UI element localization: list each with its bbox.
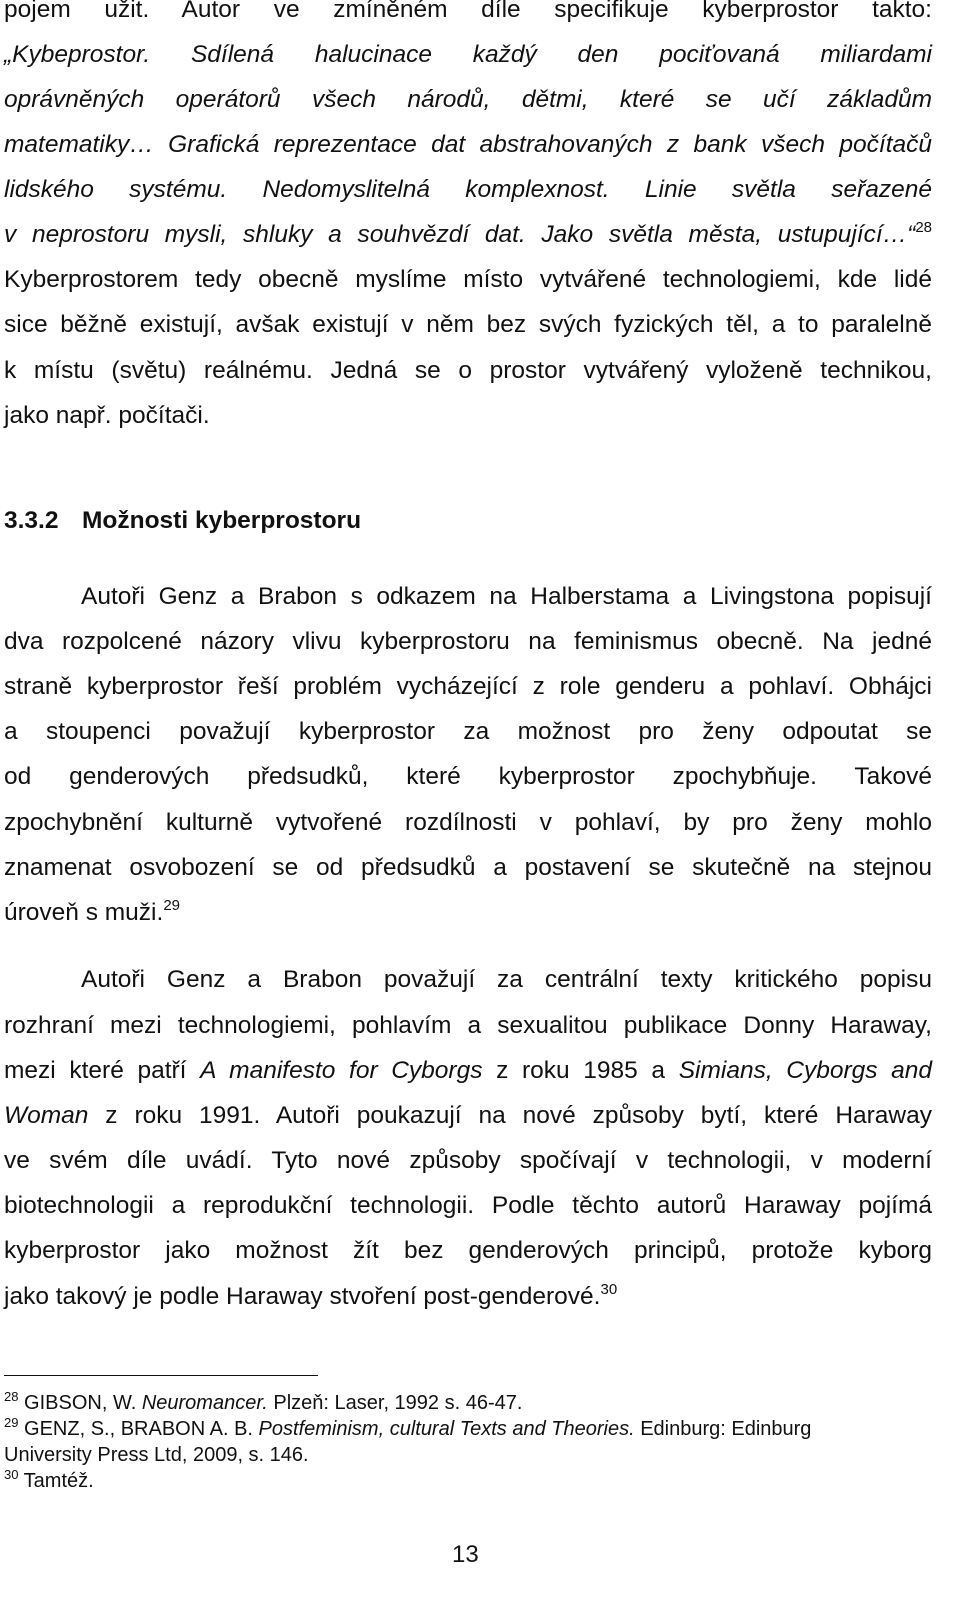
paragraph2-line-8 bbox=[4, 897, 932, 929]
footnote-ref-29: 29 bbox=[163, 897, 180, 914]
footnote-29-continued: University Press Ltd, 2009, s. 146. bbox=[4, 1444, 309, 1466]
section-title: Možnosti kyberprostoru bbox=[82, 507, 362, 534]
book-title-manifesto: A manifesto for Cyborgs bbox=[200, 1057, 483, 1084]
footnote-author: GIBSON, W. bbox=[24, 1392, 142, 1414]
paragraph1-line-6 bbox=[4, 219, 932, 251]
paragraph2-line-6: zpochybnění kulturně vytvořené rozdílnosti v pohlaví, by pro ženy mohlo bbox=[4, 809, 932, 836]
section-number: 3.3.2 bbox=[4, 507, 59, 534]
paragraph3-line-4 bbox=[4, 1100, 932, 1132]
footnote-publisher: Plzeň: Laser, 1992 s. 46-47. bbox=[267, 1392, 523, 1414]
paragraph3-line-1: Autoři Genz a Brabon považují za centrální texty kritického popisu bbox=[81, 966, 932, 993]
paragraph1-line-7: Kyberprostorem tedy obecně myslíme místo vytvářené technologiemi, kde lidé bbox=[4, 266, 932, 293]
footnote-publisher: Edinburg: Edinburg bbox=[634, 1418, 812, 1440]
paragraph1-line-10: jako např. počítači. bbox=[4, 402, 210, 429]
paragraph3-line-7: kyberprostor jako možnost žít bez genderových principů, protože kyborg bbox=[4, 1237, 932, 1264]
paragraph3-line-3 bbox=[4, 1055, 932, 1087]
paragraph3-line-2: rozhraní mezi technologiemi, pohlavím a sexualitou publikace Donny Haraway, bbox=[4, 1012, 932, 1039]
paragraph1-line-8: sice běžně existují, avšak existují v něm bez svých fyzických těl, a to paralelně bbox=[4, 311, 932, 338]
book-title-woman: Woman bbox=[4, 1102, 89, 1129]
paragraph1-line-2: „Kybeprostor. Sdílená halucinace každý den pociťovaná miliardami bbox=[4, 41, 932, 68]
footnote-ref-30: 30 bbox=[600, 1281, 618, 1298]
p3-text-b: z roku 1985 a bbox=[482, 1057, 679, 1084]
paragraph2-line-5: od genderových předsudků, které kyberprostor zpochybňuje. Takové bbox=[4, 763, 932, 790]
footnote-28 bbox=[4, 1390, 522, 1416]
footnote-ref-28: 28 bbox=[915, 219, 932, 236]
p3-text-c: z roku 1991. Autoři poukazují na nové způsoby bytí, které Haraway bbox=[88, 1102, 932, 1129]
paragraph3-line-8 bbox=[4, 1281, 932, 1313]
footnote-30 bbox=[4, 1468, 94, 1494]
paragraph2-line-1: Autoři Genz a Brabon s odkazem na Halberstama a Livingstona popisují bbox=[81, 583, 932, 610]
paragraph1-line-9: k místu (světu) reálnému. Jedná se o prostor vytvářený vyloženě technikou, bbox=[4, 357, 932, 384]
paragraph2-last-text: úroveň s muži. bbox=[4, 899, 164, 926]
footnote-text: Tamtéž. bbox=[23, 1470, 94, 1492]
paragraph3-line-5: ve svém díle uvádí. Tyto nové způsoby spočívají v technologii, v moderní bbox=[4, 1147, 932, 1174]
paragraph1-line-5: lidského systému. Nedomyslitelná komplexnost. Linie světla seřazené bbox=[4, 176, 932, 203]
page-number: 13 bbox=[452, 1541, 479, 1568]
paragraph1-line-3: oprávněných operátorů všech národů, dětmi, které se učí základům bbox=[4, 86, 932, 113]
book-title-simians: Simians, Cyborgs and bbox=[678, 1057, 932, 1084]
footnote-number: 30 bbox=[4, 1467, 19, 1482]
footnote-29 bbox=[4, 1416, 811, 1442]
paragraph3-line-6: biotechnologii a reprodukční technologii. Podle těchto autorů Haraway pojímá bbox=[4, 1192, 932, 1219]
p3-text-a: mezi které patří bbox=[4, 1057, 201, 1084]
footnote-divider bbox=[4, 1375, 318, 1376]
footnote-number: 29 bbox=[4, 1415, 19, 1430]
paragraph1-line-4: matematiky… Grafická reprezentace dat abstrahovaných z bank všech počítačů bbox=[4, 131, 932, 158]
paragraph2-line-7: znamenat osvobození se od předsudků a postavení se skutečně na stejnou bbox=[4, 854, 932, 881]
footnote-author: GENZ, S., BRABON A. B. bbox=[24, 1418, 259, 1440]
section-heading bbox=[4, 505, 361, 537]
footnote-title: Neuromancer. bbox=[141, 1392, 268, 1414]
paragraph2-line-4: a stoupenci považují kyberprostor za možnost pro ženy odpoutat se bbox=[4, 718, 932, 745]
paragraph3-last-text: jako takový je podle Haraway stvoření post-genderové. bbox=[4, 1283, 601, 1310]
paragraph1-line-1: pojem užit. Autor ve zmíněném díle specifikuje kyberprostor takto: bbox=[4, 0, 932, 23]
footnote-title: Postfeminism, cultural Texts and Theories. bbox=[258, 1418, 635, 1440]
paragraph2-line-3: straně kyberprostor řeší problém vycházející z role genderu a pohlaví. Obhájci bbox=[4, 673, 932, 700]
quote-end: v neprostoru mysli, shluky a souhvězdí dat. Jako světla města, ustupující…“ bbox=[4, 221, 916, 248]
paragraph2-line-2: dva rozpolcené názory vlivu kyberprostoru na feminismus obecně. Na jedné bbox=[4, 628, 932, 655]
footnote-number: 28 bbox=[4, 1389, 19, 1404]
